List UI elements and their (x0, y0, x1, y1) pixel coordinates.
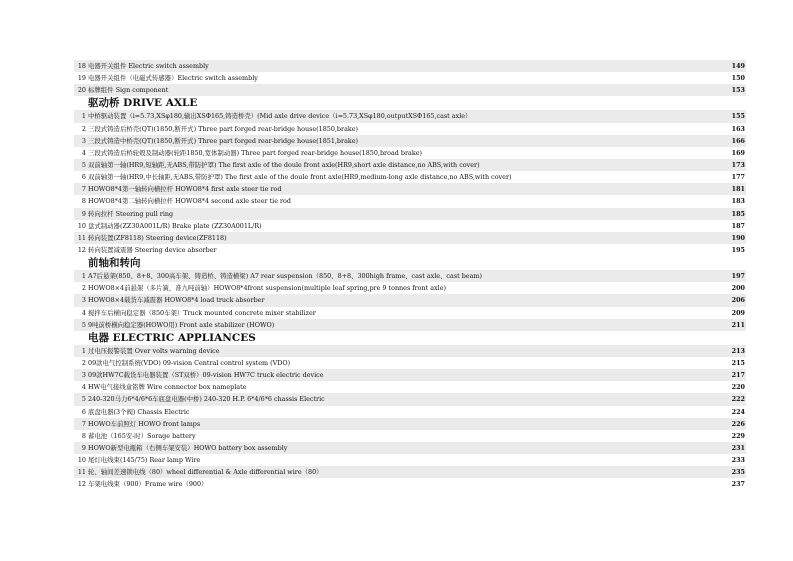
toc-row (74, 183, 746, 195)
page-number: 209 (731, 308, 745, 317)
page-number: 220 (731, 383, 745, 392)
page-number: 231 (731, 443, 745, 452)
row-number: 7 (81, 419, 86, 428)
row-number: 4 (81, 308, 86, 317)
page-number: 211 (731, 320, 745, 329)
page-number: 149 (731, 62, 745, 70)
page-number: 237 (731, 480, 745, 489)
row-title: HOWO车前照灯 HOWO front lamps (88, 419, 201, 428)
row-title: 三段式铸造后桥轮毂及制动器(轮距1850,宽体制动器) Three part forged rear-bridge house(1850,broad brake) (88, 148, 422, 157)
row-number: 12 (77, 480, 86, 489)
toc-row (74, 466, 746, 478)
toc-row (74, 406, 746, 418)
page-number: 222 (731, 395, 745, 404)
row-number: 3 (81, 136, 86, 145)
row-title: 09款电气控制系统(VDO) 09-vision Central control system (VDO) (88, 358, 291, 367)
row-number: 18 (77, 62, 86, 70)
toc-row (74, 60, 746, 72)
row-number: 10 (77, 456, 86, 465)
toc-row (74, 442, 746, 454)
row-number: 5 (81, 160, 86, 169)
row-number: 2 (81, 284, 86, 293)
page-number: 229 (731, 431, 745, 440)
row-title: 电器开关组件 Electric switch assembly (88, 62, 209, 70)
row-title: 过电压报警装置 Over volts warning device (88, 346, 220, 355)
toc-row (74, 195, 746, 207)
row-title: 轮、轴间差速锁电线（80）wheel differential & Axle differential wire（80） (88, 468, 323, 477)
row-number: 8 (81, 431, 86, 440)
section-heading: 驱动桥 DRIVE AXLE (88, 97, 198, 110)
row-number: 20 (77, 86, 86, 95)
toc-row (74, 307, 746, 319)
row-number: 2 (81, 358, 86, 367)
toc-row (74, 220, 746, 232)
row-title: 蓄电池（165安-时）Sorage battery (88, 431, 196, 440)
toc-row (74, 159, 746, 171)
page-number: 177 (731, 173, 745, 182)
row-title: 240-320马力6*4/6*6车底盘电器(中桥) 240-320 H.P. 6*4/6*6 chassis Electric (88, 395, 325, 404)
page-number: 197 (731, 272, 745, 281)
page-number: 185 (731, 209, 745, 218)
row-number: 19 (77, 74, 86, 83)
toc-row (74, 72, 746, 84)
section-heading: 前轴和转向 (88, 257, 141, 270)
toc-row (74, 319, 746, 331)
page-number: 183 (731, 197, 745, 206)
row-number: 1 (81, 346, 86, 355)
row-title: 电器开关组件（电磁式传感器）Electric switch assembly (88, 74, 258, 83)
row-title: 尾灯电线束(145/75) Rear lamp Wire (88, 456, 201, 465)
page-number: 190 (731, 233, 745, 242)
toc-sheet (74, 60, 746, 491)
row-number: 4 (81, 148, 86, 157)
row-title: HOWO8×4载货车减震器 HOWO8*4 load truck absorber (88, 296, 265, 305)
toc-row (74, 454, 746, 466)
toc-row (74, 418, 746, 430)
toc-row (74, 478, 746, 490)
row-number: 3 (81, 371, 86, 380)
row-title: 转向装置减震器 Steering device absorber (88, 245, 217, 254)
toc-row (74, 381, 746, 393)
toc-row (74, 393, 746, 405)
toc-row (74, 294, 746, 306)
row-title: 底盘电器(3个阀) Chassis Electric (88, 407, 190, 416)
page-number: 150 (731, 74, 745, 83)
section-heading: 电器 ELECTRIC APPLIANCES (88, 331, 256, 344)
row-number: 3 (81, 296, 86, 305)
row-number: 6 (81, 173, 86, 182)
row-number: 8 (81, 197, 86, 206)
row-title: 车架电线束（900）Frame wire（900） (88, 480, 208, 489)
page-number: 213 (731, 346, 745, 355)
toc-row (74, 123, 746, 135)
row-number: 2 (81, 124, 86, 133)
page-number: 233 (731, 456, 745, 465)
row-title: HOWO新型电瓶箱（右侧车架安装）HOWO battery box assembly (88, 443, 288, 452)
toc-row (74, 208, 746, 220)
row-number: 1 (81, 112, 86, 121)
toc-row (74, 232, 746, 244)
toc-row (74, 244, 746, 256)
row-number: 9 (81, 209, 86, 218)
row-title: HOWO8×4前悬架（多片簧，准九吨前轴）HOWO8*4front suspension(multiple leaf spring,pre 9 tonnes front axle) (88, 284, 446, 293)
row-title: HOWO8*4第二轴转向横拉杆 HOWO8*4 second axle steer tie rod (88, 197, 291, 206)
row-number: 12 (77, 245, 86, 254)
page-number: 200 (731, 284, 745, 293)
page-number: 169 (731, 148, 745, 157)
page-number: 163 (731, 124, 745, 133)
row-number: 10 (77, 221, 86, 230)
row-number: 5 (81, 320, 86, 329)
page-number: 173 (731, 160, 745, 169)
page-number: 224 (731, 407, 745, 416)
row-title: 三段式铸造中桥壳(QT)(1850,断开式) Three part forged rear-bridge house(1851,brake) (88, 136, 359, 145)
page-number: 235 (731, 468, 745, 477)
row-title: 双前轴第一轴(HR9,短轴距,无ABS,带防护罩) The first axle of the doule front axle(HR9,short axle distance,no ABS,with cover) (88, 160, 480, 169)
row-title: HW电气接线盒铭牌 Wire connector box nameplate (88, 383, 247, 392)
toc-row (74, 369, 746, 381)
row-number: 9 (81, 443, 86, 452)
row-number: 5 (81, 395, 86, 404)
toc-row (74, 357, 746, 369)
page-number: 226 (731, 419, 745, 428)
row-title: 三段式铸造后桥壳(QT)(1850,断开式) Three part forged rear-bridge house(1850,brake) (88, 124, 359, 133)
row-title: 9吨前桥横向稳定器(HOWO用) Front axle stabilizer (HOWO) (88, 320, 275, 329)
page-number: 206 (731, 296, 745, 305)
row-title: 中桥驱动装置（i=5.73,XSφ180,输出XSΦ165,铸造桥壳）(Mid axle drive device（i=5.73,XSφ180,outputXSΦ165,cast axle） (88, 112, 472, 121)
page-number: 195 (731, 245, 745, 254)
row-title: 转向拉杆 Steering pull ring (88, 209, 174, 218)
toc-row (74, 282, 746, 294)
page-number: 215 (731, 358, 745, 367)
page-number: 166 (731, 136, 745, 145)
toc-row (74, 147, 746, 159)
row-number: 6 (81, 407, 86, 416)
toc-row (74, 171, 746, 183)
row-title: 双前轴第一轴(HR9,中长轴距,无ABS,带防护罩) The first axle of the doule front axle(HR9,medium-long axle distance,no ABS,with cover) (88, 173, 512, 182)
page-number: 181 (731, 185, 745, 194)
page-number: 187 (731, 221, 745, 230)
toc-row (74, 135, 746, 147)
page-number: 217 (731, 371, 745, 380)
row-title: 09款HW7C载货车电器装置（ST双桥）09-vision HW7C truck electric device (88, 371, 324, 380)
row-title: HOWO8*4第一轴转向横拉杆 HOWO8*4 first axle steer tie rod (88, 185, 282, 194)
row-number: 7 (81, 185, 86, 194)
page-number: 153 (731, 86, 745, 95)
toc-row (74, 270, 746, 282)
row-title: 盘式制动器(ZZ30A001L/R) Brake plate (ZZ30A001L/R) (88, 221, 262, 230)
row-title: 转向装置(ZF8118) Steering device(ZF8118) (88, 233, 227, 242)
row-number: 4 (81, 383, 86, 392)
page-number: 155 (731, 112, 745, 121)
toc-row (74, 84, 746, 96)
toc-row (74, 110, 746, 122)
toc-row (74, 345, 746, 357)
row-number: 11 (77, 233, 86, 242)
row-title: 标牌组件 Sign component (88, 86, 169, 95)
row-number: 11 (77, 468, 86, 477)
row-number: 1 (81, 272, 86, 281)
row-title: 搅拌车后横向稳定器（850车架）Truck mounted concrete mixer stabilizer (88, 308, 316, 317)
toc-row (74, 430, 746, 442)
row-title: A7后悬架(850、8+8、300高车架、铸造桥、铸造横梁) A7 rear suspension（850、8+8、300high frame、cast axle、cast beam) (88, 272, 482, 281)
